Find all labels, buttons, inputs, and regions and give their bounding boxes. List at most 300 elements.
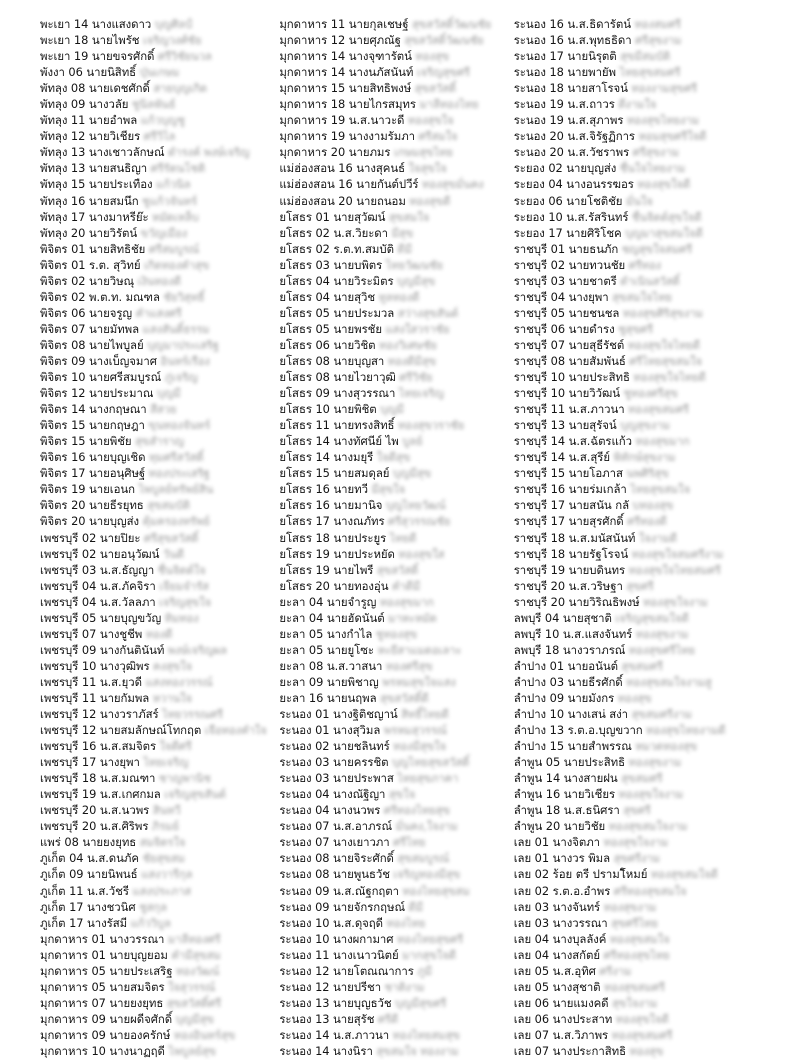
entry-redacted-surname: บุญศิลป์	[154, 18, 193, 31]
entry-redacted-surname: เจริญสุขสันต์	[164, 788, 226, 802]
entry-visible-text: แม่ฮ่องสอน 20 นายถนอม	[279, 193, 406, 208]
entry-redacted-surname: ชื่นจิตต์สุขใจดี	[631, 210, 702, 224]
entry-visible-text: พิจิตร 08 นายไพบูลย์	[40, 337, 144, 352]
entry-visible-text: ลำปาง 09 นายมังกร	[513, 690, 615, 705]
entry-redacted-surname: ไทยวัฒนชัย	[385, 258, 444, 272]
entry-visible-text: ภูเก็ต 04 น.ส.ดนภัค	[40, 851, 139, 866]
entry-visible-text: พิจิตร 20 นายบุญส่ง	[40, 514, 139, 529]
entry-redacted-surname: สิทธิ์ไทยดี	[401, 708, 449, 722]
entry-redacted-surname: ศรีงาม	[599, 964, 632, 978]
entry-visible-text: พัทลุง 15 นายประเทือง	[40, 177, 153, 192]
entry-redacted-surname: ศรีสุขงาม	[632, 146, 680, 160]
entry-redacted-surname: ทองวัฒน์	[175, 964, 220, 978]
name-entry	[40, 562, 279, 578]
entry-visible-text: ระนอง 20 น.ส.จิรัฐฏิการ	[513, 129, 635, 144]
entry-visible-text: ราชบุรี 01 นายธนภัก	[513, 241, 619, 256]
entry-redacted-surname: ขุนทองจันทร์	[148, 419, 211, 433]
entry-visible-text: ระนอง 08 นายพูนธวัช	[279, 867, 390, 882]
entry-visible-text: พิจิตร 01 ร.ต. สุวิทย์	[40, 257, 141, 272]
name-entry	[514, 193, 773, 209]
entry-visible-text: แม่ฮ่องสอน 16 นางสุคนธ์	[279, 161, 405, 176]
entry-visible-text: ระนอง 10 น.ส.ดุจฤดี	[279, 915, 384, 930]
entry-visible-text: ระนอง 02 นายชลินทร์	[279, 739, 390, 754]
entry-visible-text: เลย 02 ร.ต.อ.อำพร	[513, 883, 611, 898]
entry-visible-text: ยะลา 04 นายจำรูญ	[279, 594, 377, 609]
entry-visible-text: ยโสธร 02 น.ส.วิยะดา	[279, 225, 388, 240]
name-entry	[40, 530, 279, 546]
entry-redacted-surname: บุญมี	[380, 403, 404, 417]
entry-visible-text: ยโสธร 18 นายประยูร	[279, 530, 387, 545]
entry-visible-text: ภูเก็ต 17 นางรัสมี	[40, 915, 128, 930]
name-entry	[514, 257, 773, 273]
entry-visible-text: ลำพูน 18 น.ส.ธนิศรา	[513, 803, 620, 818]
entry-visible-text: แพร่ 08 นายยงยุทธ	[40, 835, 137, 850]
entry-visible-text: ยโสธร 04 นายสุวิช	[279, 289, 376, 304]
name-entry	[279, 209, 513, 225]
entry-redacted-surname: สุขสำราญ	[135, 435, 185, 449]
entry-visible-text: เพชรบุรี 11 น.ส.ยุวดี	[40, 674, 142, 689]
entry-redacted-surname: ทูลทองดี	[378, 290, 420, 304]
entry-redacted-surname: แสงสันติ์ธรรม	[142, 322, 210, 336]
entry-visible-text: มุกดาหาร 07 นายยงยุทธ	[40, 995, 164, 1010]
entry-redacted-surname: ทองสุขศิริสุขงาม	[622, 306, 703, 320]
name-entry	[514, 225, 773, 241]
entry-visible-text: เพชรบุรี 09 นางกันตินันท์	[40, 642, 165, 657]
name-entry	[514, 497, 773, 513]
name-entry	[279, 738, 513, 754]
entry-redacted-surname: สุขสวัสดิ์	[376, 563, 419, 577]
entry-redacted-surname: ดำรงค์ พงษ์เจริญ	[167, 146, 250, 160]
name-entry	[279, 850, 513, 866]
name-entry	[40, 899, 279, 915]
name-entry	[279, 834, 513, 850]
entry-redacted-surname: ทองสุขใจงาม	[603, 836, 669, 850]
name-entry	[279, 1011, 513, 1027]
name-entry	[514, 16, 773, 32]
name-entry	[40, 546, 279, 562]
entry-visible-text: ระนอง 16 น.ส.พุทธธิดา	[513, 33, 632, 48]
name-entry	[279, 770, 513, 786]
entry-redacted-surname: ศรีทองสุขไทย	[603, 948, 670, 962]
entry-redacted-surname: ใจงามดี	[638, 531, 678, 545]
entry-visible-text: เลย 07 น.ส.วิภาพร	[513, 1027, 609, 1042]
entry-visible-text: ราชบุรี 19 นายบดินทร	[513, 562, 626, 577]
name-entry	[40, 658, 279, 674]
entry-redacted-surname: หอมสุขศรีใจดี	[638, 130, 707, 144]
name-entry	[514, 850, 773, 866]
entry-visible-text: ราชบุรี 20 นายวิริณธิพงษ์	[513, 594, 640, 609]
entry-visible-text: ระนอง 16 น.ส.ธิดารัตน์	[513, 17, 631, 31]
entry-redacted-surname: ภู่เจริญ	[164, 371, 198, 385]
entry-visible-text: ระนอง 03 นายครรชิต	[279, 755, 389, 770]
entry-visible-text: ระนอง 09 น.ส.ณัฐกฤตา	[279, 883, 399, 898]
entry-visible-text: ยะลา 04 นายฮัดนันต์	[279, 610, 385, 625]
name-entry	[40, 690, 279, 706]
entry-redacted-surname: ทองไทย	[386, 916, 426, 930]
entry-redacted-surname: คำดีมี	[391, 579, 421, 593]
name-entry	[514, 385, 773, 401]
entry-redacted-surname: ภิรมย์	[151, 820, 180, 834]
entry-visible-text: เลย 04 นางสกัตย์	[513, 947, 600, 962]
entry-redacted-surname: ชูสกุล	[139, 900, 167, 914]
entry-redacted-surname: มาลีทองไทย	[419, 98, 479, 112]
name-entry	[514, 770, 773, 786]
name-entry	[40, 417, 279, 433]
entry-visible-text: พัทลุง 11 นายอำพล	[40, 113, 138, 128]
entry-redacted-surname: คุ้มครองทรัพย์	[142, 515, 210, 529]
entry-visible-text: ระนอง 20 น.ส.วัชราพร	[513, 145, 630, 160]
name-entry	[40, 915, 279, 931]
entry-visible-text: เลย 01 นางจิตภา	[513, 835, 601, 850]
entry-redacted-surname: สายบุญเกิด	[153, 82, 208, 96]
name-entry	[40, 995, 279, 1011]
name-entry	[40, 513, 279, 529]
entry-redacted-surname: พงษ์เจริญผล	[167, 643, 227, 657]
entry-redacted-surname: ไทยสุขภาคา	[397, 772, 459, 786]
name-list-column-3	[514, 16, 773, 1059]
entry-visible-text: ยโสธร 06 นายวิชิต	[279, 337, 376, 352]
entry-visible-text: ยโสธร 19 นายประหยัด	[279, 546, 395, 561]
name-entry	[279, 64, 513, 80]
name-entry	[279, 481, 513, 497]
entry-visible-text: ยโสธร 04 นายวิระมิตร	[279, 273, 394, 288]
entry-redacted-surname: ศรีวิชัยนวล	[157, 50, 212, 64]
name-entry	[40, 674, 279, 690]
name-entry	[40, 834, 279, 850]
name-entry	[279, 497, 513, 513]
entry-visible-text: พัทลุง 09 นางวลัย	[40, 97, 129, 112]
name-entry	[40, 866, 279, 882]
entry-redacted-surname: ทองสุขใจไทยสมศรี	[628, 563, 721, 577]
entry-redacted-surname: ทองไทยสมสุข	[392, 1028, 460, 1042]
entry-visible-text: ระนอง 01 นางฐิติชญาน์	[279, 707, 398, 722]
name-entry	[40, 257, 279, 273]
name-entry	[40, 947, 279, 963]
entry-visible-text: เพชรบุรี 16 น.ส.สมจิตร	[40, 739, 157, 754]
entry-redacted-surname: แก้ววิบูล	[130, 916, 171, 930]
name-entry	[40, 48, 279, 64]
entry-visible-text: ยโสธร 16 นายมานิจ	[279, 498, 383, 513]
entry-visible-text: ยะลา 05 นางกำไล	[279, 626, 373, 641]
name-entry	[514, 802, 773, 818]
entry-redacted-surname: นพศิริสุข	[626, 467, 669, 481]
name-entry	[40, 1011, 279, 1027]
name-entry	[40, 963, 279, 979]
entry-visible-text: พิจิตร 01 นายสิทธิชัย	[40, 241, 146, 256]
entry-visible-text: เพชรบุรี 20 น.ส.นวพร	[40, 803, 150, 818]
name-entry	[279, 96, 513, 112]
entry-visible-text: เพชรบุรี 17 นางยุพา	[40, 755, 140, 770]
name-entry	[40, 112, 279, 128]
entry-visible-text: พัทลุง 17 นางมาหรีย๊ะ	[40, 209, 149, 224]
entry-visible-text: เพชรบุรี 07 นางชูชีพ	[40, 626, 143, 641]
entry-redacted-surname: ไทยเจริญ	[398, 387, 444, 401]
entry-redacted-surname: แสงทองวรรณ์	[145, 675, 213, 689]
name-entry	[279, 257, 513, 273]
name-entry	[279, 866, 513, 882]
entry-visible-text: พิจิตร 15 นายพิชัย	[40, 434, 132, 449]
entry-visible-text: ราชบุรี 05 นายชนชล	[513, 305, 620, 320]
entry-redacted-surname: สุขศรีไทย	[611, 916, 658, 930]
entry-redacted-surname: ทองสุขมั่นคง	[422, 178, 484, 192]
name-entry	[514, 883, 773, 899]
entry-redacted-surname: ดีมี	[397, 242, 412, 256]
entry-redacted-surname: เจริญทองมีสุข	[393, 868, 461, 882]
entry-redacted-surname: คำมีสุขสม	[171, 948, 221, 962]
entry-visible-text: ยโสธร 05 นายพรชัย	[279, 321, 382, 336]
name-entry	[279, 176, 513, 192]
entry-visible-text: ราชบุรี 17 นายสุรศักดิ์	[513, 514, 624, 529]
name-entry	[514, 273, 773, 289]
entry-visible-text: มุกดาหาร 01 นายบุญยอม	[40, 947, 168, 962]
entry-visible-text: ยโสธร 03 นายบพิตร	[279, 257, 383, 272]
name-entry	[514, 369, 773, 385]
entry-redacted-surname: ทุมศรีสวัสดิ์	[148, 451, 204, 465]
name-entry	[514, 995, 773, 1011]
entry-redacted-surname: ทองสุขใจดี	[615, 1012, 669, 1026]
entry-redacted-surname: ชาติงาม	[384, 980, 425, 994]
entry-visible-text: ราชบุรี 06 นายดำรง	[513, 321, 615, 336]
entry-visible-text: ระนอง 07 น.ส.อาภรณ์	[279, 819, 393, 834]
name-entry	[514, 979, 773, 995]
entry-visible-text: มุกดาหาร 15 นายสิทธิพงษ์	[279, 81, 412, 96]
name-entry	[40, 1043, 279, 1059]
entry-redacted-surname: ศรีวิชัย	[399, 371, 433, 385]
entry-visible-text: ระยอง 04 นางอนรรฆอร	[513, 177, 634, 192]
entry-visible-text: มุกดาหาร 19 น.ส.นาวะดี	[279, 113, 405, 128]
name-entry	[514, 706, 773, 722]
entry-visible-text: ยโสธร 14 นางมยุรี	[279, 450, 374, 465]
name-entry	[40, 273, 279, 289]
entry-visible-text: ระนอง 04 นางณัฐิญา	[279, 787, 386, 802]
entry-redacted-surname: ทองสุขใจงาม	[618, 788, 684, 802]
name-entry	[514, 337, 773, 353]
entry-redacted-surname: ทองสุขงาม	[628, 756, 682, 770]
name-entry	[40, 353, 279, 369]
name-entry	[279, 642, 513, 658]
entry-redacted-surname: หะยีสาแมดอเลาะ	[377, 643, 462, 657]
entry-redacted-surname: สุขสมศรีงาม	[631, 708, 692, 722]
entry-visible-text: มุกดาหาร 12 นายศุภณัฐ	[279, 33, 401, 48]
name-entry	[40, 626, 279, 642]
entry-redacted-surname: สมจิตรใจ	[139, 836, 186, 850]
name-entry	[514, 449, 773, 465]
entry-visible-text: พัทลุง 08 นายเดชศักดิ์	[40, 81, 150, 96]
entry-visible-text: ระนอง 12 นายโตณณาการ	[279, 963, 414, 978]
name-entry	[514, 144, 773, 160]
entry-redacted-surname: ศรีรัตนโชติ	[150, 162, 206, 176]
entry-redacted-surname: ชูนิลพันธ์	[131, 98, 176, 112]
entry-redacted-surname: ภูมี	[417, 964, 432, 978]
entry-redacted-surname: ทองสุขมาก	[635, 435, 690, 449]
entry-visible-text: ลพบุรี 10 น.ส.แสงจันทร์	[513, 626, 633, 641]
entry-visible-text: ลำพูน 14 นางสายฝน	[513, 771, 618, 786]
entry-visible-text: พิจิตร 12 นายประมาณ	[40, 386, 154, 401]
name-entry	[40, 481, 279, 497]
entry-visible-text: ราชบุรี 02 นายทวนชัย	[513, 257, 626, 272]
name-entry	[279, 401, 513, 417]
entry-visible-text: ระนอง 19 น.ส.สุภาพร	[513, 113, 624, 128]
name-entry	[279, 754, 513, 770]
entry-visible-text: เลย 03 นางจันทร์	[513, 899, 601, 914]
name-entry	[279, 722, 513, 738]
entry-redacted-surname: บุญไทยวัฒน์	[385, 499, 446, 513]
name-entry	[279, 513, 513, 529]
name-entry	[279, 144, 513, 160]
entry-redacted-surname: ทองสุขไทยงาม	[626, 114, 700, 128]
entry-visible-text: ยโสธร 08 นายบุญสา	[279, 353, 385, 368]
name-entry	[279, 241, 513, 257]
entry-redacted-surname: ทองสุขสมศรี	[611, 1028, 673, 1042]
name-entry	[40, 160, 279, 176]
entry-redacted-surname: ทองสุขมาก	[379, 595, 434, 609]
name-entry	[514, 80, 773, 96]
entry-visible-text: เลย 02 ร้อย ตรี ปรามโิหมย์	[513, 867, 648, 882]
entry-redacted-surname: สินทวี	[152, 804, 181, 818]
name-entry	[279, 594, 513, 610]
name-entry	[279, 16, 513, 32]
entry-visible-text: ยโสธร 01 นายสุวัฒน์	[279, 209, 386, 224]
name-entry	[279, 449, 513, 465]
entry-redacted-surname: ศรีสุขสวัสดิ์	[143, 531, 199, 545]
name-entry	[279, 80, 513, 96]
entry-visible-text: ราชบุรี 20 น.ส.วริษฐา	[513, 578, 623, 593]
name-entry	[514, 481, 773, 497]
entry-visible-text: ระนอง 18 นายพายัพ	[513, 65, 617, 80]
name-entry	[279, 465, 513, 481]
entry-redacted-surname: สุขสมบัติ	[147, 499, 190, 513]
entry-visible-text: ราชบุรี 14 น.ส.ฉัตรแก้ว	[513, 434, 632, 449]
entry-visible-text: ราชบุรี 17 นายสนัน กลั	[513, 498, 630, 513]
entry-visible-text: ระนอง 03 นายประพาส	[279, 771, 394, 786]
entry-redacted-surname: สุขสมใจ	[388, 210, 430, 224]
entry-visible-text: ยโสธร 05 นายประมวล	[279, 305, 395, 320]
name-entry	[514, 96, 773, 112]
entry-redacted-surname: ทองสุขสมใจดี	[650, 868, 718, 882]
entry-redacted-surname: เจริญวงศ์ชัย	[142, 34, 202, 48]
name-entry	[279, 337, 513, 353]
name-entry	[40, 385, 279, 401]
name-entry	[40, 578, 279, 594]
entry-visible-text: พิจิตร 07 นายมัทพล	[40, 321, 140, 336]
entry-redacted-surname: ทองประเสริฐ	[148, 467, 210, 481]
entry-visible-text: ระยอง 10 น.ส.รัสรินทร์	[513, 209, 629, 224]
entry-redacted-surname: ศรีไทยสุขสมใจ	[629, 354, 703, 368]
name-entry	[40, 802, 279, 818]
name-entry	[514, 947, 773, 963]
name-entry	[514, 562, 773, 578]
entry-visible-text: ยโสธร 16 นายทวี	[279, 482, 368, 497]
name-entry	[279, 417, 513, 433]
name-entry	[514, 176, 773, 192]
entry-visible-text: พัทลุง 20 นายวิรัตน์	[40, 225, 138, 240]
entry-visible-text: ราชบุรี 16 นายร่มเกล้า	[513, 482, 627, 497]
entry-visible-text: พิจิตร 16 นายบุญเชิด	[40, 450, 146, 465]
entry-visible-text: ลพบุรี 04 นายสุชาติ	[513, 610, 612, 625]
entry-redacted-surname: บุญมีสุข	[175, 1012, 214, 1026]
entry-visible-text: ราชบุรี 18 น.ส.มนัสนันท์	[513, 530, 636, 545]
entry-redacted-surname: สุขศรี	[623, 804, 651, 818]
entry-visible-text: ยโสธร 15 นายสมดุลย์	[279, 466, 390, 481]
entry-visible-text: ยโสธร 08 นายไวยาวุฒิ	[279, 370, 396, 385]
name-entry	[279, 546, 513, 562]
name-entry	[514, 305, 773, 321]
entry-redacted-surname: ไพบูลย์ทรัพย์สิน	[138, 483, 214, 497]
entry-redacted-surname: พิทักษ์สุขงาม	[613, 451, 676, 465]
name-entry	[40, 449, 279, 465]
entry-redacted-surname: แสงวารีกุล	[141, 868, 193, 882]
entry-redacted-surname: ทองไทยสุขศรี	[396, 932, 464, 946]
entry-redacted-surname: ศรีสมบูรณ์	[148, 242, 200, 256]
entry-redacted-surname: ทองสุขไทยงามดี	[646, 724, 726, 738]
entry-visible-text: มุกดาหาร 05 นายสมจิตร	[40, 979, 165, 994]
entry-redacted-surname: ชูทองศรีสุข	[623, 387, 678, 401]
entry-redacted-surname: สุขสมบูรณ์	[397, 852, 450, 866]
entry-redacted-surname: บุญมาประเสริฐ	[147, 338, 219, 352]
entry-visible-text: มุกดาหาร 20 นายภมร	[279, 145, 391, 160]
name-list-column-2	[279, 16, 513, 1059]
name-entry	[279, 32, 513, 48]
name-entry	[514, 32, 773, 48]
entry-visible-text: ภูเก็ต 11 น.ส.วัชรี	[40, 883, 129, 898]
entry-visible-text: ยโสธร 02 ร.ต.ท.สมบัติ	[279, 241, 394, 256]
name-entry	[279, 48, 513, 64]
name-entry	[279, 1043, 513, 1059]
entry-visible-text: ระนอง 14 นางนิรา	[279, 1044, 373, 1058]
entry-redacted-surname: ทองสุขสมใจงาม	[608, 820, 688, 834]
name-entry	[40, 1027, 279, 1043]
name-entry	[40, 176, 279, 192]
entry-redacted-surname: บูลย์	[402, 435, 423, 449]
entry-redacted-surname: คำแสงศรี	[135, 306, 182, 320]
entry-redacted-surname: ศรีไทย	[393, 836, 426, 850]
name-entry	[40, 241, 279, 257]
entry-visible-text: ระนอง 09 นายจักรกฤษณ์	[279, 899, 405, 914]
name-entry	[279, 963, 513, 979]
entry-redacted-surname: มีสุข	[391, 226, 414, 240]
name-entry	[279, 225, 513, 241]
entry-visible-text: มุกดาหาร 09 นายผดีจศักดิ์	[40, 1011, 173, 1026]
entry-visible-text: ระนอง 13 นายสุรัช	[279, 1011, 375, 1026]
name-entry	[514, 866, 773, 882]
entry-visible-text: ยโสธร 10 นายพิชิต	[279, 402, 377, 417]
entry-redacted-surname: ทองสุขสมใจ	[609, 932, 670, 946]
entry-visible-text: ยะลา 16 นายนฤพล	[279, 690, 377, 705]
entry-visible-text: ภูเก็ต 09 นายนิพนธ์	[40, 867, 138, 882]
entry-visible-text: เพชรบุรี 02 นายอนุวัฒน์	[40, 546, 160, 561]
name-entry	[514, 1011, 773, 1027]
name-entry	[40, 786, 279, 802]
entry-redacted-surname: ศรีวิไล	[143, 130, 176, 144]
entry-redacted-surname: มั่นคง,ใจงาม	[395, 820, 458, 834]
entry-redacted-surname: มั่นใจ	[625, 194, 653, 208]
name-entry	[40, 96, 279, 112]
entry-redacted-surname: เกษมสุขไทย	[393, 146, 453, 160]
entry-redacted-surname: สุขสวัสดิ์วัฒนชัย	[411, 18, 492, 31]
name-entry	[40, 706, 279, 722]
name-entry	[40, 931, 279, 947]
entry-redacted-surname: ดีงามใจ	[618, 98, 657, 112]
entry-visible-text: ลำปาง 03 นายธีรศักดิ์	[513, 674, 623, 689]
name-entry	[40, 594, 279, 610]
name-entry	[514, 241, 773, 257]
entry-redacted-surname: ชาญพานิช	[158, 772, 211, 786]
entry-redacted-surname: ไทยเจริญ	[143, 756, 189, 770]
name-entry	[40, 754, 279, 770]
name-entry	[279, 899, 513, 915]
name-entry	[279, 562, 513, 578]
name-entry	[279, 1027, 513, 1043]
